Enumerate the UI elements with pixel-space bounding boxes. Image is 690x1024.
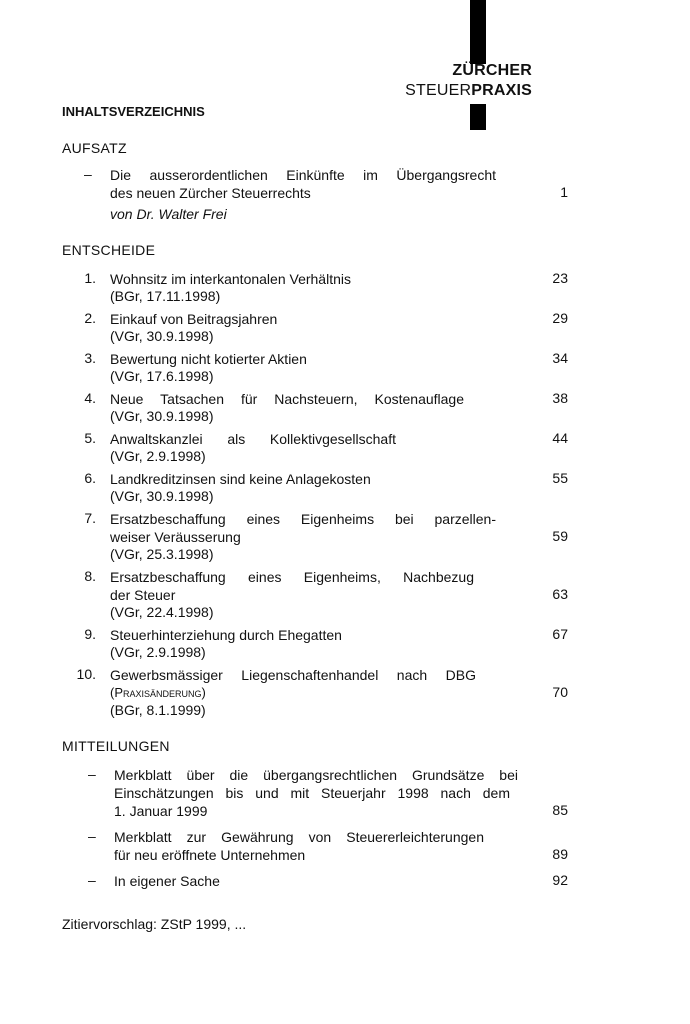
aufsatz-title-line1: Die ausserordentlichen Einkünfte im Übergangsrecht bbox=[110, 167, 496, 183]
entscheid-number: 1. bbox=[84, 270, 96, 286]
entscheid-number: 6. bbox=[84, 470, 96, 486]
entscheid-title: Steuerhinterziehung durch Ehegatten bbox=[110, 627, 342, 643]
entscheid-court-date: (VGr, 2.9.1998) bbox=[110, 448, 206, 464]
entscheid-page: 55 bbox=[552, 470, 568, 486]
entscheid-title: Wohnsitz im interkantonalen Verhältnis bbox=[110, 271, 351, 287]
entscheid-court-date: (BGr, 17.11.1998) bbox=[110, 288, 221, 304]
aufsatz-author: von Dr. Walter Frei bbox=[110, 206, 227, 222]
aufsatz-title-line2: des neuen Zürcher Steuerrechts bbox=[110, 185, 311, 201]
masthead-bar-top bbox=[470, 0, 486, 64]
section-heading-aufsatz: AUFSATZ bbox=[62, 140, 127, 156]
entscheid-court-date: (VGr, 22.4.1998) bbox=[110, 604, 214, 620]
mitteilung-title-line2: für neu eröffnete Unternehmen bbox=[114, 847, 306, 863]
entscheid-court-date: (BGr, 8.1.1999) bbox=[110, 702, 206, 718]
entscheid-number: 10. bbox=[76, 666, 96, 682]
entscheid-title: Anwaltskanzlei als Kollektivgesellschaft bbox=[110, 431, 396, 447]
entscheid-title: Neue Tatsachen für Nachsteuern, Kostenauflage bbox=[110, 391, 464, 407]
entscheid-page: 34 bbox=[552, 350, 568, 366]
entscheid-number: 8. bbox=[84, 568, 96, 584]
entscheid-page: 44 bbox=[552, 430, 568, 446]
entscheid-title: Landkreditzinsen sind keine Anlagekosten bbox=[110, 471, 371, 487]
mitteilung-title-line2: Einschätzungen bis und mit Steuerjahr 1998 nach dem bbox=[114, 785, 510, 801]
mitteilung-dash: – bbox=[88, 872, 96, 888]
citation-suggestion: Zitiervorschlag: ZStP 1999, ... bbox=[62, 916, 247, 932]
entscheid-page: 67 bbox=[552, 626, 568, 642]
entscheid-number: 3. bbox=[84, 350, 96, 366]
mitteilung-title: Merkblatt über die übergangsrechtlichen Grundsätze bei bbox=[114, 767, 518, 783]
entscheid-title-line2: weiser Veräusserung bbox=[110, 529, 241, 545]
masthead-steuer: STEUER bbox=[405, 82, 472, 99]
entscheid-title: Ersatzbeschaffung eines Eigenheims, Nachbezug bbox=[110, 569, 474, 585]
masthead-praxis: PRAXIS bbox=[471, 82, 532, 99]
masthead-bar-bottom bbox=[470, 104, 486, 130]
entscheid-page: 59 bbox=[552, 528, 568, 544]
entscheid-title: Ersatzbeschaffung eines Eigenheims bei parzellen- bbox=[110, 511, 496, 527]
mitteilung-dash: – bbox=[88, 766, 96, 782]
entscheid-title-line2: der Steuer bbox=[110, 587, 176, 603]
entscheid-page: 70 bbox=[552, 684, 568, 700]
entscheid-title: Bewertung nicht kotierter Aktien bbox=[110, 351, 307, 367]
mitteilung-dash: – bbox=[88, 828, 96, 844]
section-heading-entscheide: ENTSCHEIDE bbox=[62, 242, 156, 258]
entscheid-number: 7. bbox=[84, 510, 96, 526]
entscheid-page: 29 bbox=[552, 310, 568, 326]
entscheid-title: Gewerbsmässiger Liegenschaftenhandel nach DBG bbox=[110, 667, 476, 683]
toc-title: INHALTSVERZEICHNIS bbox=[62, 104, 205, 119]
entscheid-number: 5. bbox=[84, 430, 96, 446]
aufsatz-dash: – bbox=[84, 166, 92, 182]
mitteilung-page: 92 bbox=[552, 872, 568, 888]
entscheid-number: 9. bbox=[84, 626, 96, 642]
entscheid-number: 4. bbox=[84, 390, 96, 406]
mitteilung-page: 89 bbox=[552, 846, 568, 862]
aufsatz-page: 1 bbox=[560, 184, 568, 200]
entscheid-court-date: (VGr, 30.9.1998) bbox=[110, 488, 214, 504]
entscheid-title-line2: (Praxisänderung) bbox=[110, 685, 206, 700]
masthead-title-line1: ZÜRCHER bbox=[452, 62, 532, 79]
mitteilung-title: In eigener Sache bbox=[114, 873, 220, 889]
mitteilung-page: 85 bbox=[552, 802, 568, 818]
entscheid-court-date: (VGr, 2.9.1998) bbox=[110, 644, 206, 660]
entscheid-court-date: (VGr, 25.3.1998) bbox=[110, 546, 214, 562]
entscheid-page: 63 bbox=[552, 586, 568, 602]
entscheid-court-date: (VGr, 30.9.1998) bbox=[110, 408, 214, 424]
section-heading-mitteilungen: MITTEILUNGEN bbox=[62, 738, 170, 754]
entscheid-court-date: (VGr, 30.9.1998) bbox=[110, 328, 214, 344]
entscheid-page: 38 bbox=[552, 390, 568, 406]
entscheid-page: 23 bbox=[552, 270, 568, 286]
mitteilung-title: Merkblatt zur Gewährung von Steuererleichterungen bbox=[114, 829, 484, 845]
masthead-title-line2 bbox=[405, 82, 532, 100]
entscheid-court-date: (VGr, 17.6.1998) bbox=[110, 368, 214, 384]
entscheid-number: 2. bbox=[84, 310, 96, 326]
entscheid-title: Einkauf von Beitragsjahren bbox=[110, 311, 278, 327]
mitteilung-title-line3: 1. Januar 1999 bbox=[114, 803, 208, 819]
